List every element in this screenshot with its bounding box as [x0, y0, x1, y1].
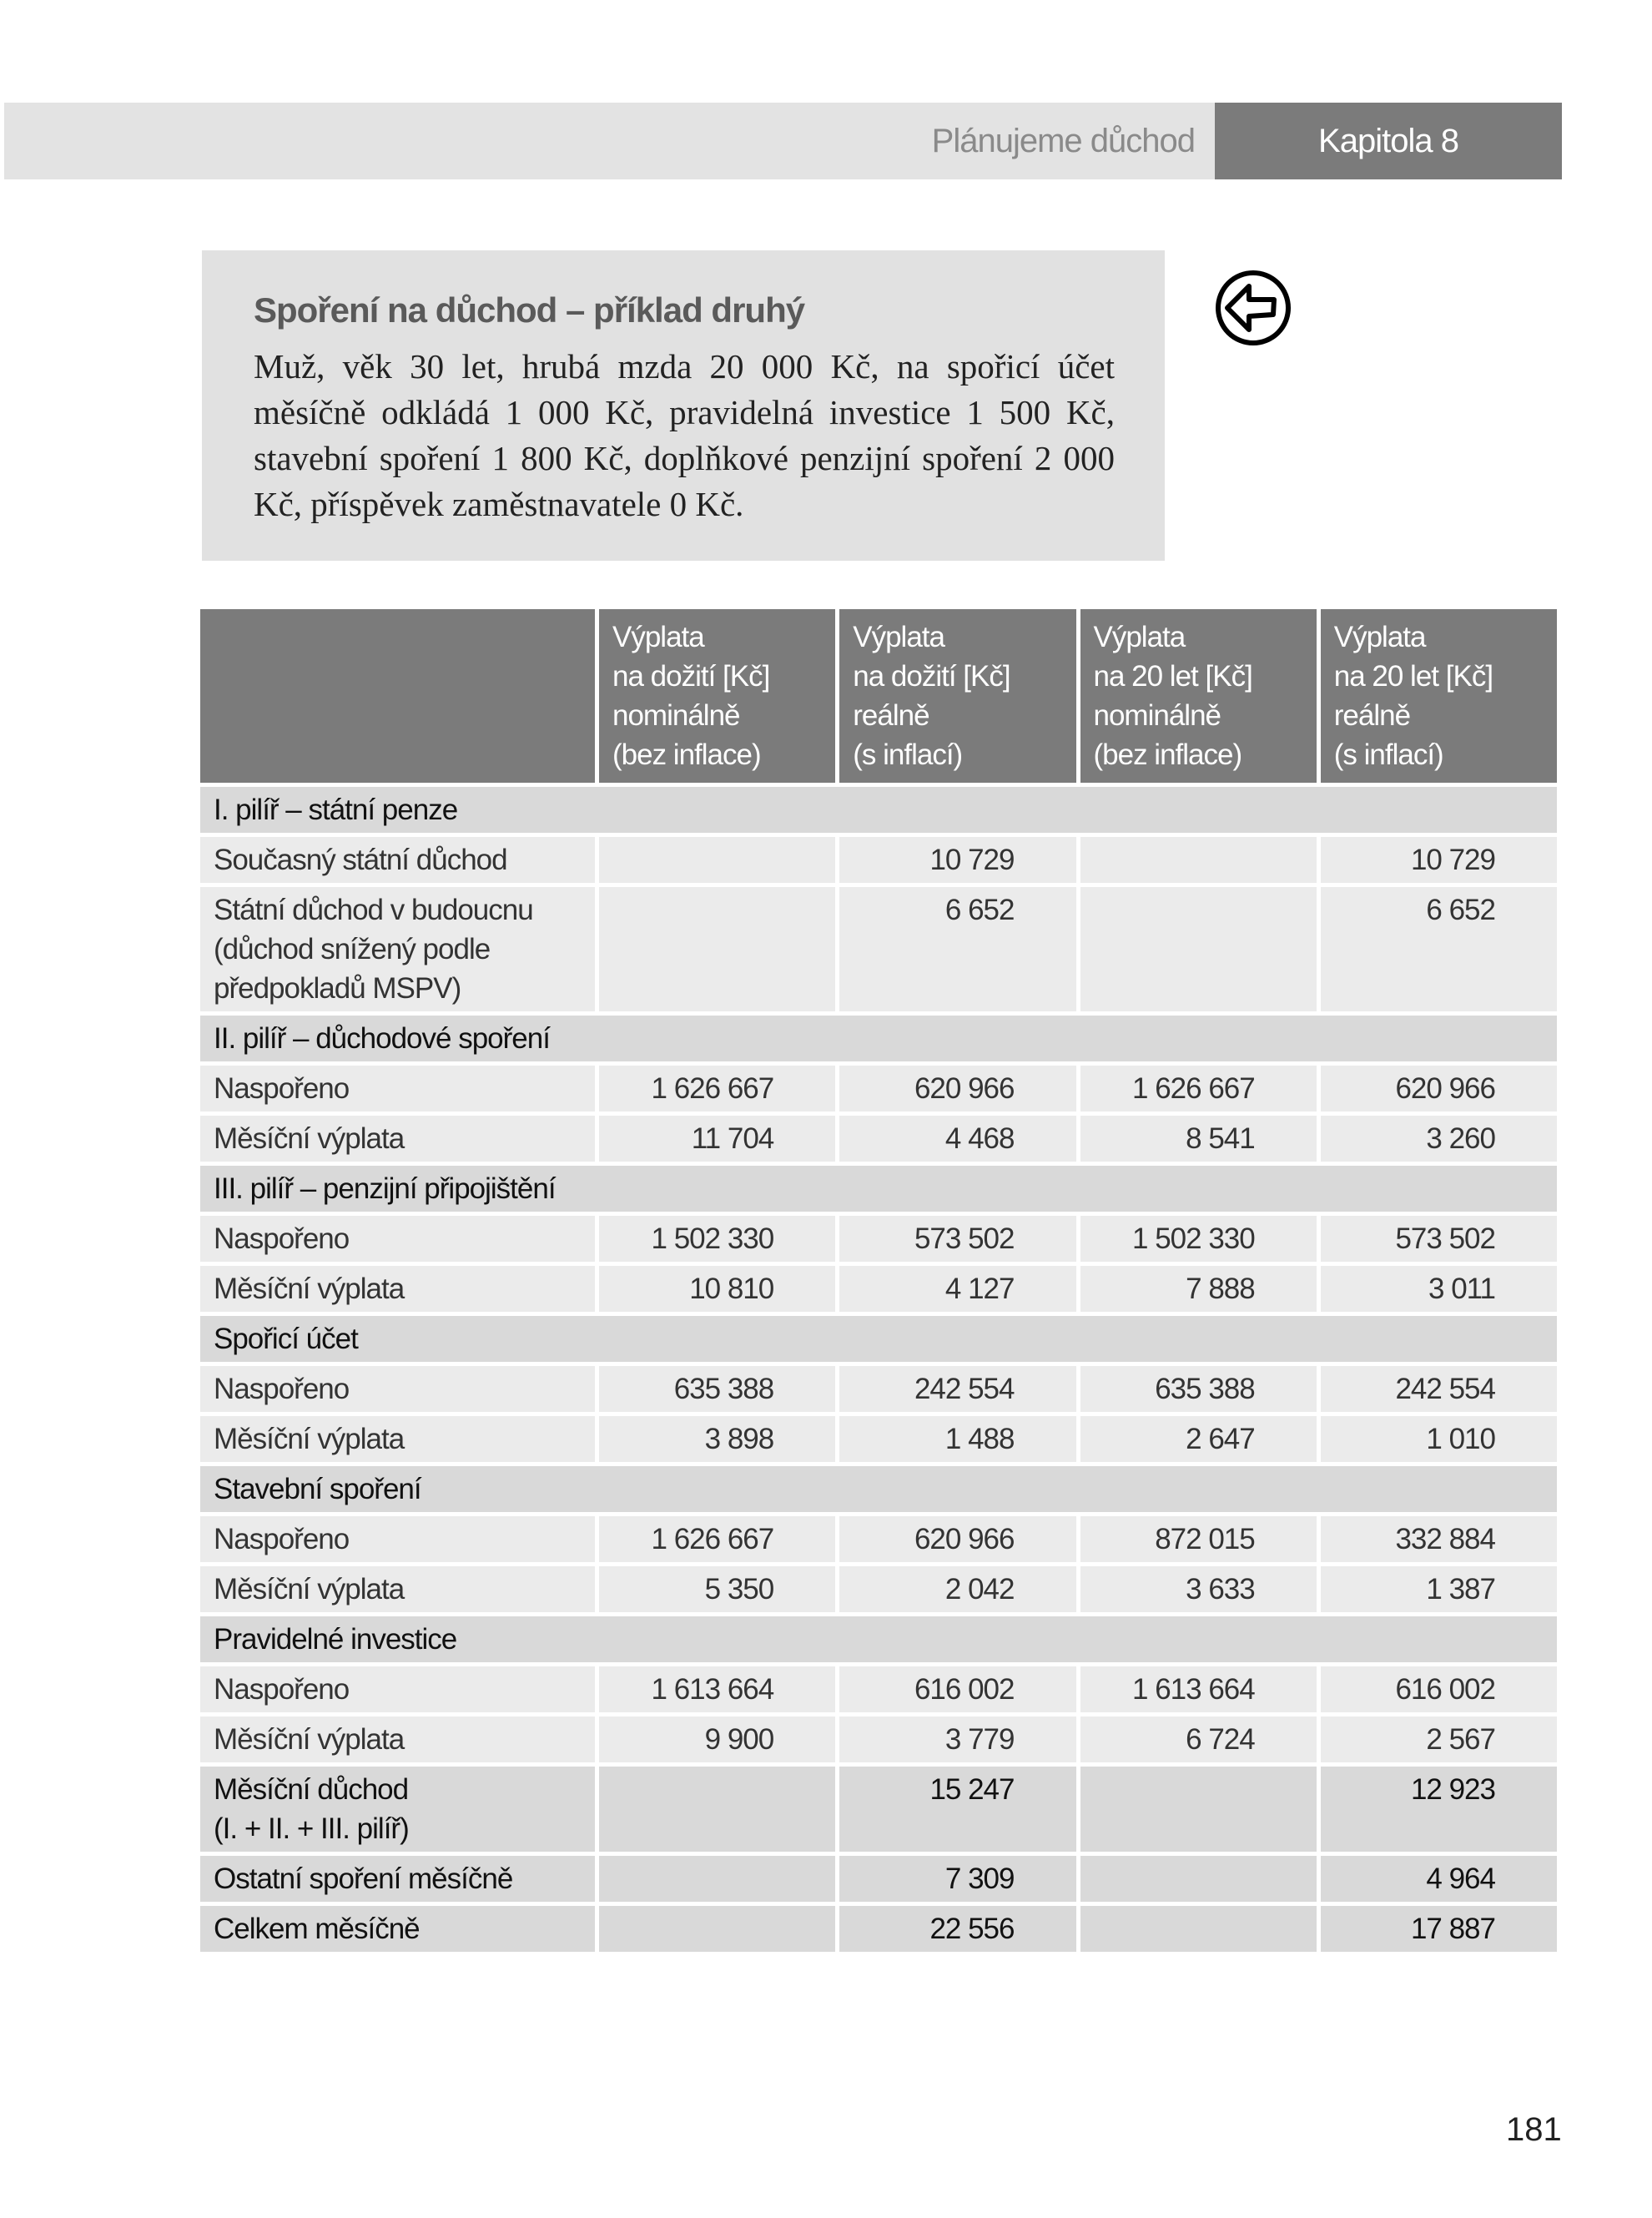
value-cell: 8 541	[1080, 1116, 1317, 1162]
value-cell: 7 309	[839, 1856, 1075, 1902]
value-cell: 242 554	[1321, 1366, 1557, 1412]
value-cell: 1 626 667	[599, 1516, 835, 1562]
row-label: Naspořeno	[200, 1666, 595, 1712]
section-row	[200, 1316, 1557, 1362]
value-cell	[599, 1856, 835, 1902]
chapter-label: Kapitola 8	[1215, 103, 1562, 179]
value-cell: 1 010	[1321, 1416, 1557, 1462]
section-label: I. pilíř – státní penze	[200, 787, 1557, 833]
value-cell: 3 011	[1321, 1266, 1557, 1312]
value-cell: 1 613 664	[599, 1666, 835, 1712]
value-cell: 12 923	[1321, 1767, 1557, 1852]
value-cell: 6 652	[839, 887, 1075, 1011]
value-cell: 4 468	[839, 1116, 1075, 1162]
value-cell: 3 779	[839, 1716, 1075, 1762]
value-cell: 3 260	[1321, 1116, 1557, 1162]
value-cell: 1 613 664	[1080, 1666, 1317, 1712]
arrow-left-circle-icon	[1214, 269, 1292, 347]
value-cell: 872 015	[1080, 1516, 1317, 1562]
row-label: Současný státní důchod	[200, 837, 595, 883]
value-cell	[1080, 1906, 1317, 1952]
section-row	[200, 1466, 1557, 1512]
table-row	[200, 1716, 1557, 1762]
value-cell: 1 502 330	[1080, 1216, 1317, 1262]
table-row	[200, 1856, 1557, 1902]
row-label: Naspořeno	[200, 1066, 595, 1112]
row-label: Měsíční důchod (I. + II. + III. pilíř)	[200, 1767, 595, 1852]
value-cell: 620 966	[839, 1516, 1075, 1562]
table-row	[200, 837, 1557, 883]
section-label: Stavební spoření	[200, 1466, 1557, 1512]
table-row	[200, 1566, 1557, 1612]
table-row	[200, 887, 1557, 1011]
section-label: III. pilíř – penzijní připojištění	[200, 1166, 1557, 1212]
value-cell: 573 502	[839, 1216, 1075, 1262]
value-cell: 2 042	[839, 1566, 1075, 1612]
value-cell: 10 729	[1321, 837, 1557, 883]
value-cell: 10 810	[599, 1266, 835, 1312]
value-cell	[599, 1906, 835, 1952]
value-cell: 11 704	[599, 1116, 835, 1162]
value-cell: 17 887	[1321, 1906, 1557, 1952]
section-row	[200, 1016, 1557, 1061]
value-cell	[1080, 837, 1317, 883]
table-row	[200, 1216, 1557, 1262]
row-label: Měsíční výplata	[200, 1416, 595, 1462]
value-cell: 635 388	[1080, 1366, 1317, 1412]
value-cell: 3 633	[1080, 1566, 1317, 1612]
table-row	[200, 1116, 1557, 1162]
value-cell: 620 966	[1321, 1066, 1557, 1112]
value-cell: 4 964	[1321, 1856, 1557, 1902]
value-cell	[599, 1767, 835, 1852]
column-header: Výplata na dožití [Kč] reálně (s inflací)	[839, 609, 1075, 783]
row-label: Měsíční výplata	[200, 1266, 595, 1312]
value-cell: 9 900	[599, 1716, 835, 1762]
value-cell: 1 502 330	[599, 1216, 835, 1262]
running-header	[4, 103, 1562, 179]
value-cell: 3 898	[599, 1416, 835, 1462]
row-label: Ostatní spoření měsíčně	[200, 1856, 595, 1902]
value-cell	[599, 837, 835, 883]
section-label: Pravidelné investice	[200, 1616, 1557, 1662]
row-label: Naspořeno	[200, 1366, 595, 1412]
value-cell: 5 350	[599, 1566, 835, 1612]
section-row	[200, 787, 1557, 833]
table-row	[200, 1666, 1557, 1712]
example-box	[202, 250, 1165, 561]
row-label: Státní důchod v budoucnu (důchod snížený podle předpokladů MSPV)	[200, 887, 595, 1011]
row-label: Naspořeno	[200, 1216, 595, 1262]
example-title: Spoření na důchod – příklad druhý	[254, 290, 805, 330]
column-header: Výplata na 20 let [Kč] nominálně (bez inflace)	[1080, 609, 1317, 783]
section-label: II. pilíř – důchodové spoření	[200, 1016, 1557, 1061]
table-row	[200, 1066, 1557, 1112]
value-cell: 620 966	[839, 1066, 1075, 1112]
value-cell: 15 247	[839, 1767, 1075, 1852]
value-cell	[1080, 1767, 1317, 1852]
example-text: Muž, věk 30 let, hrubá mzda 20 000 Kč, na spořicí účet měsíčně odkládá 1 000 Kč, pravidelná investice 1 500 Kč, stavební spoření 1 800 Kč, doplňkové penzijní spoření 2 000 Kč, příspěvek zaměstnavatele 0 Kč.	[254, 347, 1115, 523]
column-header: Výplata na dožití [Kč] nominálně (bez inflace)	[599, 609, 835, 783]
section-label: Spořicí účet	[200, 1316, 1557, 1362]
table-row	[200, 1516, 1557, 1562]
value-cell: 1 387	[1321, 1566, 1557, 1612]
table-row	[200, 1416, 1557, 1462]
section-row	[200, 1166, 1557, 1212]
value-cell: 635 388	[599, 1366, 835, 1412]
row-label: Celkem měsíčně	[200, 1906, 595, 1952]
value-cell: 573 502	[1321, 1216, 1557, 1262]
pension-table	[196, 605, 1561, 1956]
value-cell: 616 002	[1321, 1666, 1557, 1712]
table-row	[200, 1266, 1557, 1312]
section-row	[200, 1616, 1557, 1662]
value-cell	[1080, 1856, 1317, 1902]
value-cell: 242 554	[839, 1366, 1075, 1412]
table-header-row	[200, 609, 1557, 783]
section-title: Plánujeme důchod	[931, 123, 1195, 159]
value-cell: 6 724	[1080, 1716, 1317, 1762]
value-cell: 6 652	[1321, 887, 1557, 1011]
page-number: 181	[1506, 2111, 1562, 2148]
value-cell: 2 567	[1321, 1716, 1557, 1762]
value-cell: 1 626 667	[599, 1066, 835, 1112]
value-cell: 616 002	[839, 1666, 1075, 1712]
column-header-empty	[200, 609, 595, 783]
value-cell: 1 626 667	[1080, 1066, 1317, 1112]
row-label: Naspořeno	[200, 1516, 595, 1562]
value-cell: 2 647	[1080, 1416, 1317, 1462]
table-row	[200, 1767, 1557, 1852]
value-cell: 10 729	[839, 837, 1075, 883]
row-label: Měsíční výplata	[200, 1116, 595, 1162]
value-cell: 4 127	[839, 1266, 1075, 1312]
table-row	[200, 1906, 1557, 1952]
row-label: Měsíční výplata	[200, 1566, 595, 1612]
value-cell: 22 556	[839, 1906, 1075, 1952]
value-cell: 7 888	[1080, 1266, 1317, 1312]
value-cell: 332 884	[1321, 1516, 1557, 1562]
value-cell: 1 488	[839, 1416, 1075, 1462]
column-header: Výplata na 20 let [Kč] reálně (s inflací)	[1321, 609, 1557, 783]
value-cell	[599, 887, 835, 1011]
row-label: Měsíční výplata	[200, 1716, 595, 1762]
table-row	[200, 1366, 1557, 1412]
value-cell	[1080, 887, 1317, 1011]
